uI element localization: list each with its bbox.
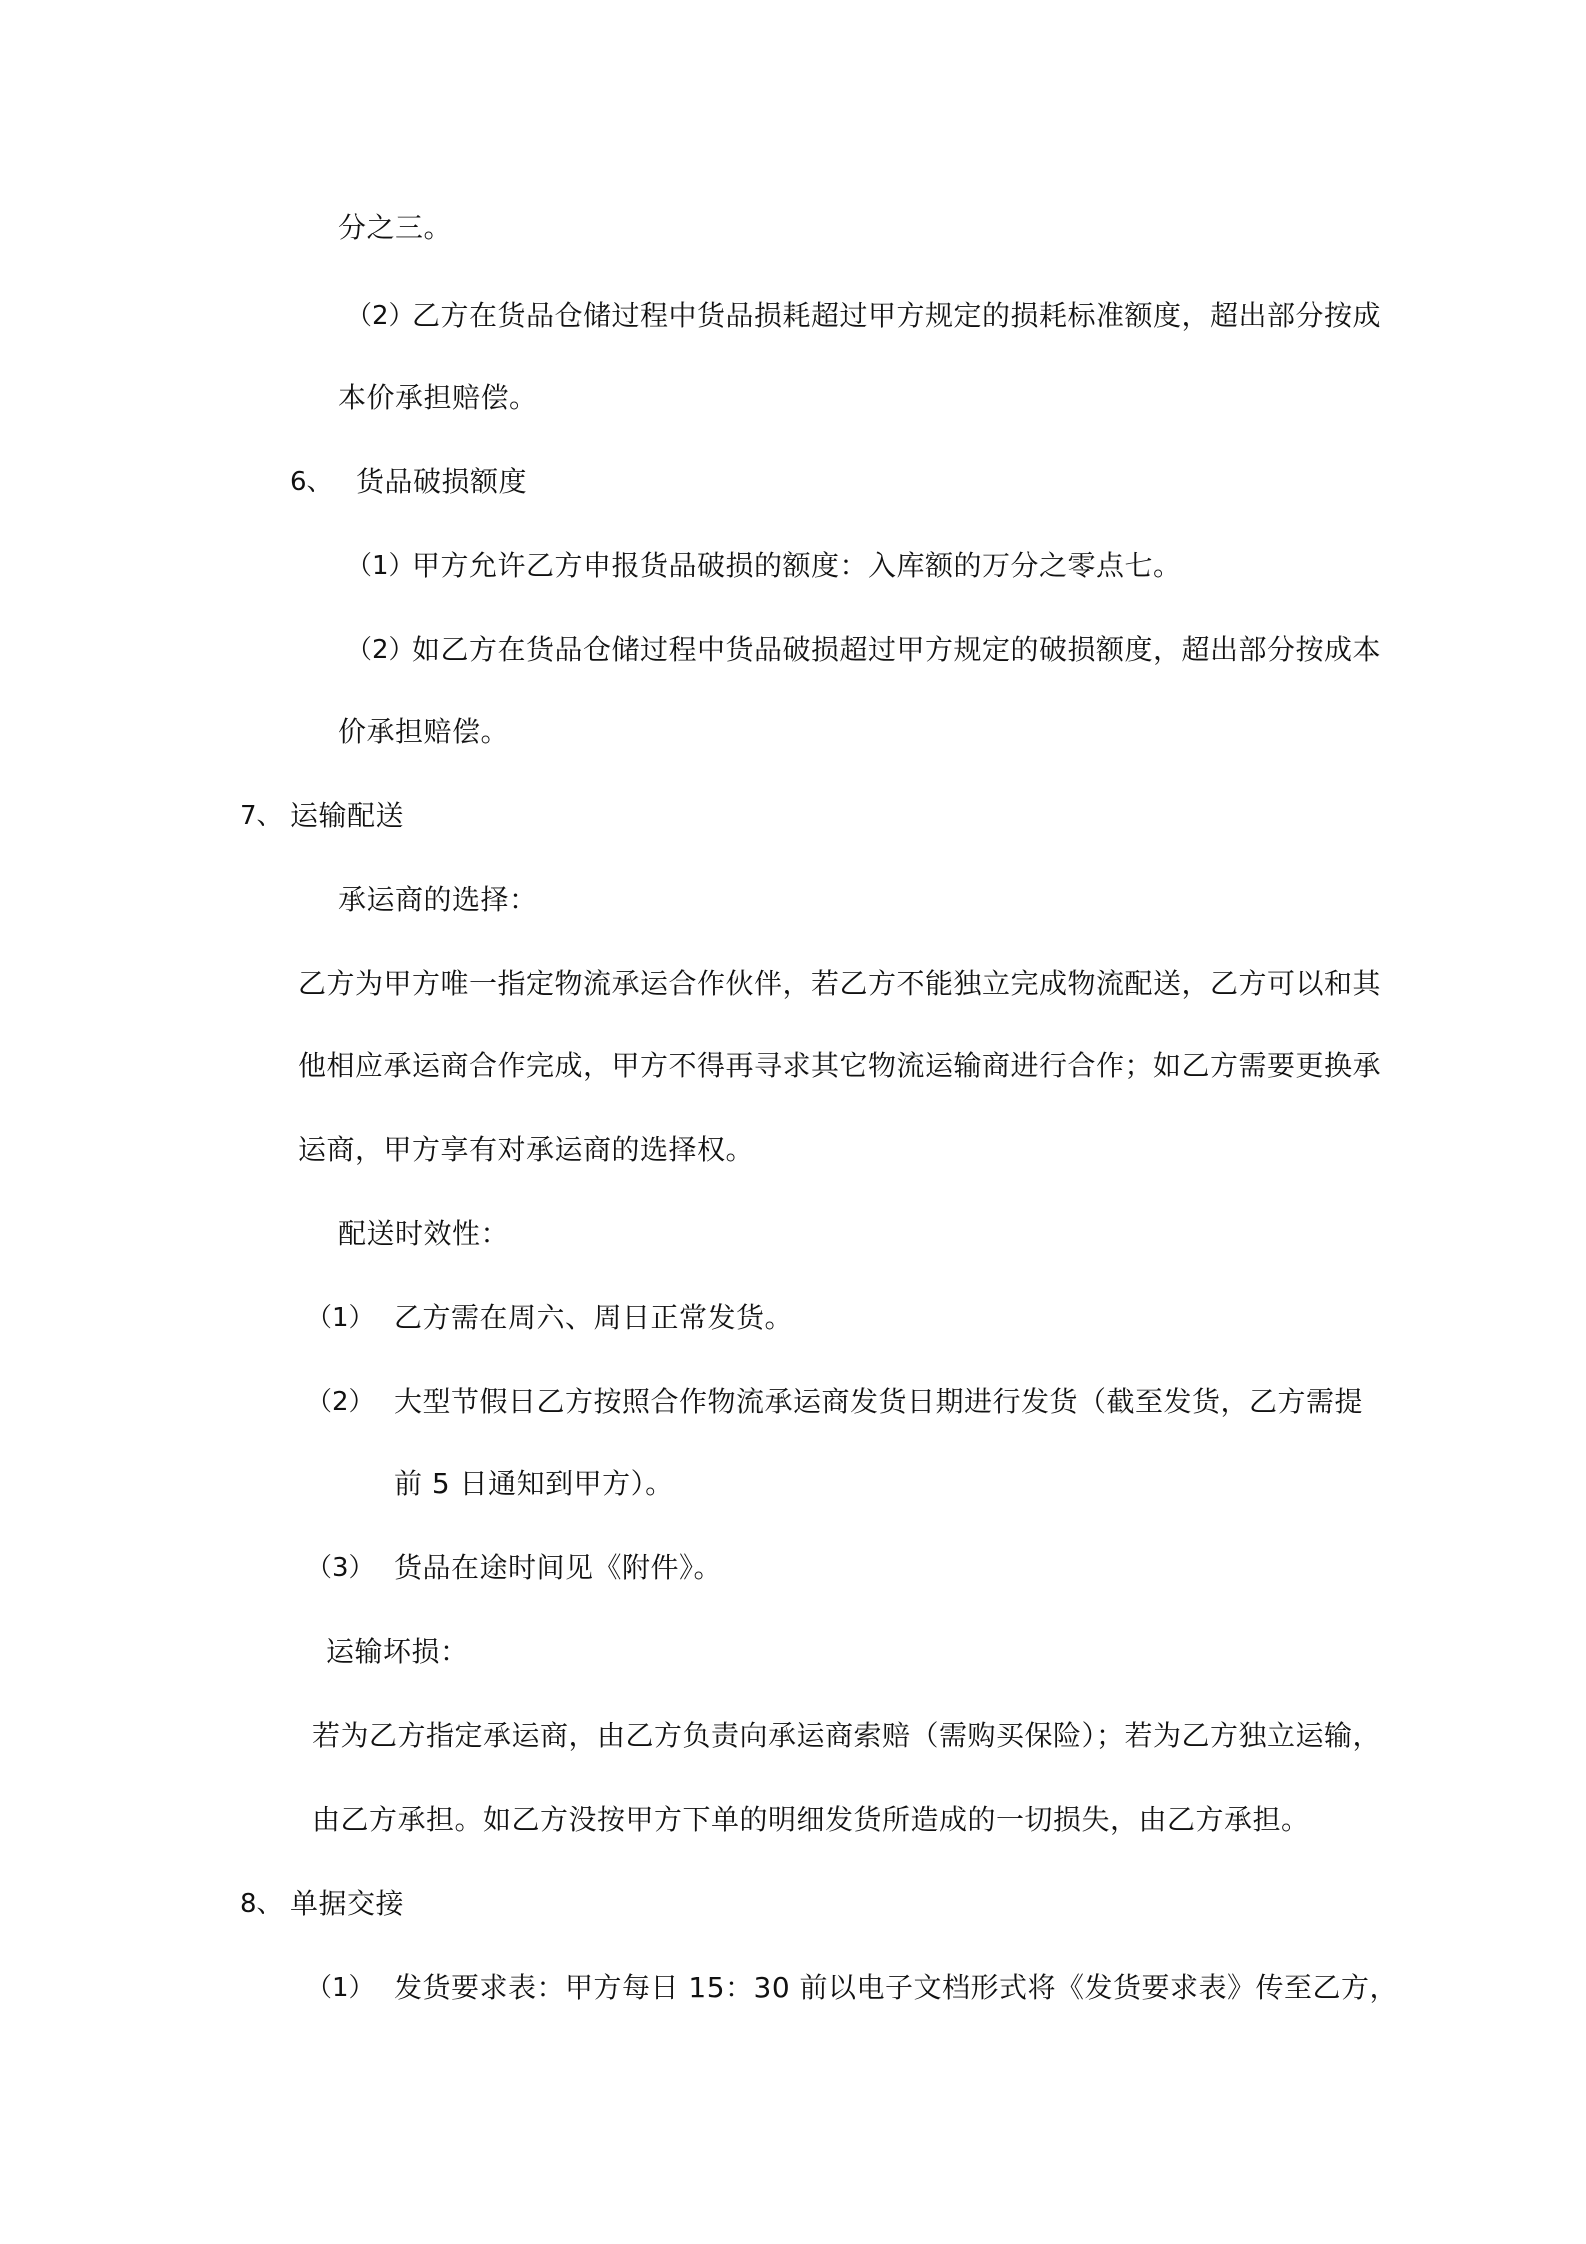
- list-item-number: （1）: [306, 1973, 375, 2003]
- section-number: 8、: [240, 1889, 283, 1919]
- list-item-number: （2）: [346, 635, 415, 665]
- paragraph-line: 乙方为甲方唯一指定物流承运合作伙伴，若乙方不能独立完成物流配送，乙方可以和其: [298, 967, 1382, 1000]
- section-title: 货品破损额度: [356, 465, 528, 498]
- list-item-number: （3）: [306, 1553, 375, 1583]
- paragraph-line: 他相应承运商合作完成，甲方不得再寻求其它物流运输商进行合作；如乙方需要更换承: [298, 1049, 1382, 1082]
- paragraph-line: 本价承担赔偿。: [338, 381, 538, 414]
- subheading: 承运商的选择：: [338, 883, 538, 916]
- list-item-number: （1）: [306, 1303, 375, 1333]
- paragraph-line: 乙方需在周六、周日正常发货。: [394, 1301, 794, 1334]
- paragraph-line: 若为乙方指定承运商，由乙方负责向承运商索赔（需购买保险）；若为乙方独立运输，: [312, 1719, 1382, 1752]
- section-title: 运输配送: [290, 799, 405, 832]
- paragraph-line: 货品在途时间见《附件》。: [394, 1551, 723, 1584]
- paragraph-line: 分之三。: [338, 211, 453, 244]
- subheading: 运输坏损：: [326, 1635, 469, 1668]
- paragraph-line: 价承担赔偿。: [338, 715, 510, 748]
- list-item-number: （2）: [346, 301, 415, 331]
- paragraph-line: 大型节假日乙方按照合作物流承运商发货日期进行发货（截至发货，乙方需提: [394, 1385, 1364, 1418]
- list-item-number: （2）: [306, 1387, 375, 1417]
- section-number: 7、: [240, 801, 283, 831]
- paragraph-line: 甲方允许乙方申报货品破损的额度：入库额的万分之零点七。: [412, 549, 1182, 582]
- paragraph-line: 乙方在货品仓储过程中货品损耗超过甲方规定的损耗标准额度，超出部分按成: [412, 299, 1382, 332]
- paragraph-line: 运商，甲方享有对承运商的选择权。: [298, 1133, 755, 1166]
- paragraph-line: 发货要求表：甲方每日 15：30 前以电子文档形式将《发货要求表》传至乙方，: [394, 1971, 1399, 2004]
- paragraph-line: 由乙方承担。如乙方没按甲方下单的明细发货所造成的一切损失，由乙方承担。: [312, 1803, 1310, 1836]
- list-item-number: （1）: [346, 551, 415, 581]
- paragraph-line: 前 5 日通知到甲方）。: [394, 1467, 674, 1500]
- subheading: 配送时效性：: [338, 1217, 510, 1250]
- section-number: 6、: [290, 467, 333, 497]
- section-title: 单据交接: [290, 1887, 405, 1920]
- paragraph-line: 如乙方在货品仓储过程中货品破损超过甲方规定的破损额度，超出部分按成本: [412, 633, 1382, 666]
